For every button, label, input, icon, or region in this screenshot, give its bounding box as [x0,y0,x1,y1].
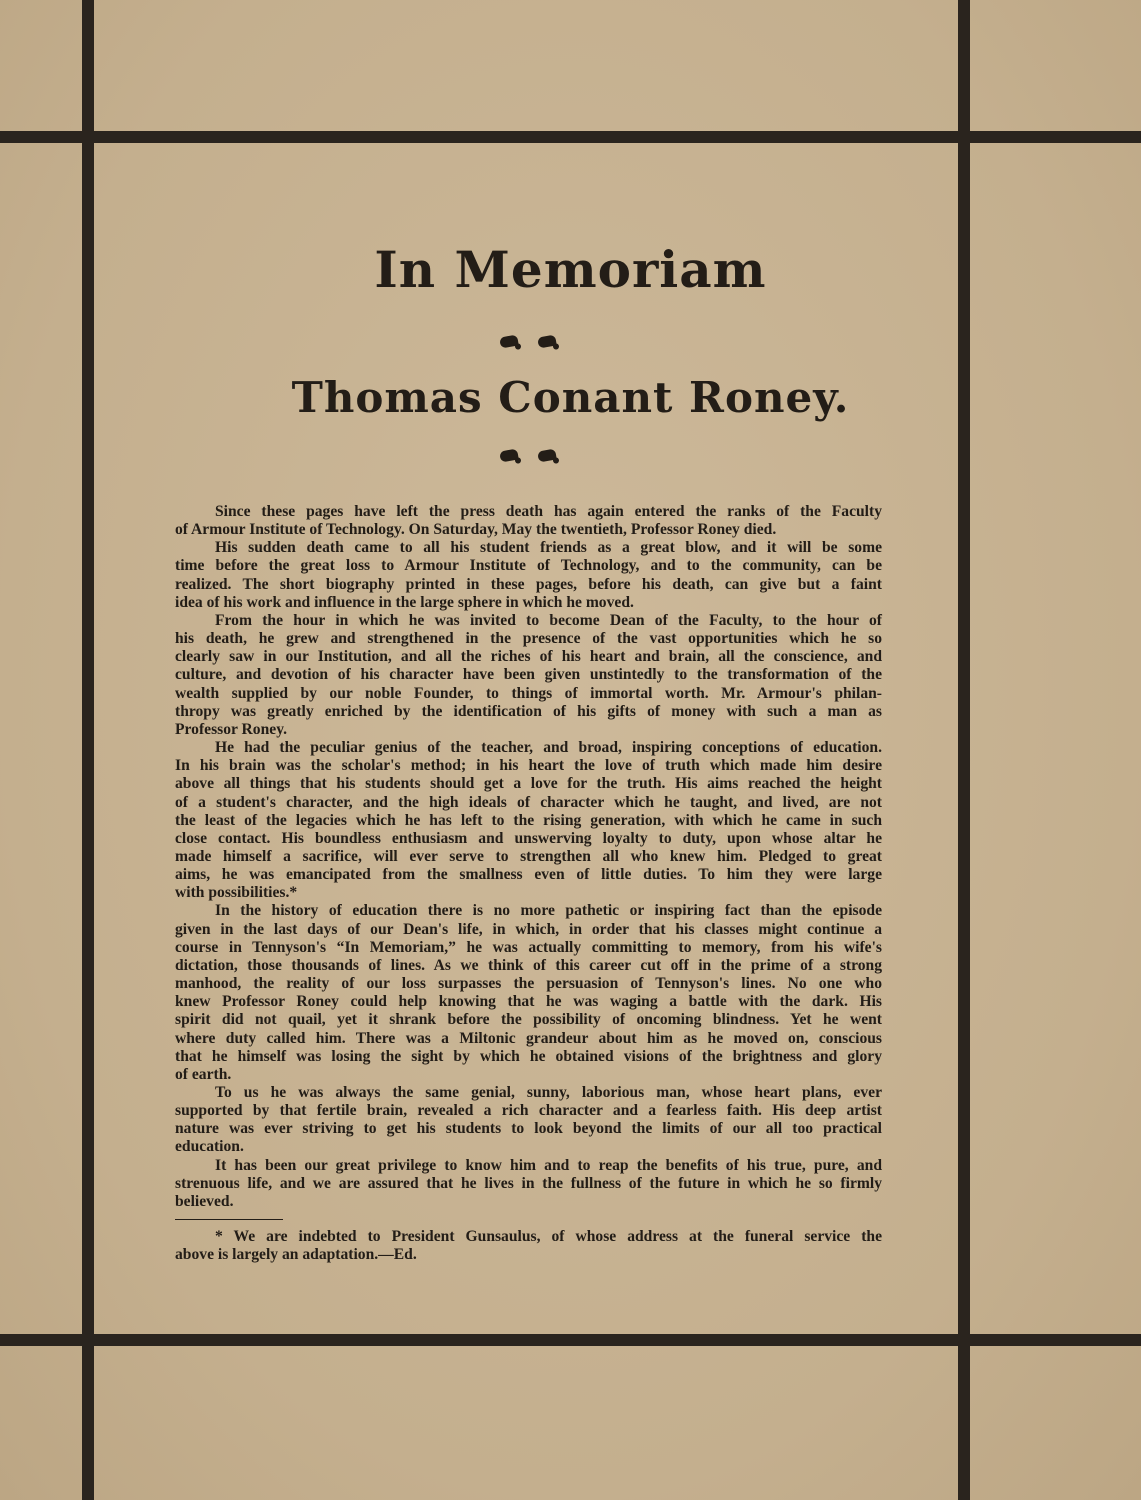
paragraph-line: course in Tennyson's “In Memoriam,” he was actually committing to memory, from his wife's [175,938,882,956]
border-line-left [82,0,94,1500]
paragraph [175,1084,882,1157]
paragraph-line: realized. The short biography printed in these pages, before his death, can give but a faint [175,575,882,593]
footnote-line: * We are indebted to President Gunsaulus, of whose address at the funeral service the [215,1228,882,1246]
paragraph-line: the least of the legacies which he has left to the rising generation, with which he came in such [175,811,882,829]
paragraph-line: To us he was always the same genial, sunny, laborious man, whose heart plans, ever [215,1084,882,1101]
leaf-ornament-icon [500,336,520,350]
paragraph-line: manhood, the reality of our loss surpasses the persuasion of Tennyson's lines. No one who [175,975,882,993]
paragraph-line: where duty called him. There was a Miltonic grandeur about him as he moved on, conscious [175,1029,882,1047]
footnote-divider [175,1219,283,1220]
paragraph-line: with possibilities.* [175,884,298,902]
paragraph-line: clearly saw in our Institution, and all the riches of his heart and brain, all the conscience, and [175,648,882,666]
paragraph-line: Professor Roney. [175,720,288,738]
paragraph-line: given in the last days of our Dean's life, in which, in order that his classes might continue a [175,920,882,938]
paragraph-line: believed. [175,1192,234,1210]
paragraph [175,739,882,902]
paragraph [175,539,882,612]
paragraph-line: above all things that his students should get a love for the truth. His aims reached the height [175,775,882,793]
paragraph-line: His sudden death came to all his student friends as a great blow, and it will be some [215,539,882,557]
paragraph-line: education. [175,1138,244,1156]
paragraph-line: spirit did not quail, yet it shrank before the possibility of oncoming blindness. Yet he went [175,1011,882,1029]
paragraph-line: supported by that fertile brain, revealed a rich character and a fearless faith. His deep artist [175,1102,882,1120]
paragraph-line: In the history of education there is no more pathetic or inspiring fact than the episode [215,902,882,920]
honoree-name: Thomas Conant Roney. [291,373,850,422]
memorial-heading: In Memoriam [374,240,767,299]
paragraph-line: In his brain was the scholar's method; in his heart the love of truth which made him desire [175,757,882,775]
paragraph-line: From the hour in which he was invited to become Dean of the Faculty, to the hour of [215,611,882,629]
paragraph-line: his death, he grew and strengthened in the presence of the vast opportunities which he so [175,630,882,648]
leaf-ornament-icon [538,336,558,350]
paragraph-line: of Armour Institute of Technology. On Saturday, May the twentieth, Professor Roney died. [175,521,777,539]
paragraph-line: knew Professor Roney could help knowing that he was waging a battle with the dark. His [175,993,882,1011]
paragraph-line: culture, and devotion of his character have been given unstintedly to the transformation of the [175,666,882,684]
footnote [175,1228,882,1264]
paragraph-line: nature was ever striving to get his students to look beyond the limits of our all too practical [175,1120,882,1138]
paragraph-line: thropy was greatly enriched by the identification of his gifts of money with such a man as [175,702,882,720]
paragraph-line: aims, he was emancipated from the smallness even of little duties. To him they were large [175,866,882,884]
paragraph-line: that he himself was losing the sight by which he obtained visions of the brightness and glory [175,1047,882,1065]
paragraph-line: It has been our great privilege to know him and to reap the benefits of his true, pure, and [215,1156,882,1174]
paragraph-line: made himself a sacrifice, will ever serve to strengthen all who knew him. Pledged to great [175,847,882,865]
paragraph-line: He had the peculiar genius of the teacher, and broad, inspiring conceptions of education. [215,739,882,757]
paragraph-line: Since these pages have left the press death has again entered the ranks of the Faculty [215,503,882,520]
paragraph-line: dictation, those thousands of lines. As we think of this career cut off in the prime of a strong [175,956,882,974]
paragraph [175,902,882,1084]
border-line-top [0,131,1141,143]
paragraph [175,503,882,539]
paragraph-line: of earth. [175,1065,232,1083]
border-line-right [958,0,970,1500]
leaf-ornament-icon [500,450,520,464]
paragraph-line: of a student's character, and the high ideals of character which he taught, and lived, are not [175,793,882,811]
paragraph-line: time before the great loss to Armour Institute of Technology, and to the community, can be [175,557,882,575]
paragraph-line: wealth supplied by our noble Founder, to things of immortal worth. Mr. Armour's philan- [175,684,882,702]
leaf-ornament-icon [538,450,558,464]
memorial-text [175,503,882,1264]
paragraphs [175,503,882,1211]
border-line-bottom [0,1334,1141,1346]
paragraph [175,612,882,739]
paragraph-line: idea of his work and influence in the large sphere in which he moved. [175,593,634,611]
paragraph-line: strenuous life, and we are assured that he lives in the fullness of the future in which he so firmly [175,1174,882,1192]
footnote-line: above is largely an adaptation.—Ed. [175,1246,417,1264]
paragraph-line: close contact. His boundless enthusiasm and unswerving loyalty to duty, upon whose altar he [175,829,882,847]
paragraph [175,1157,882,1211]
